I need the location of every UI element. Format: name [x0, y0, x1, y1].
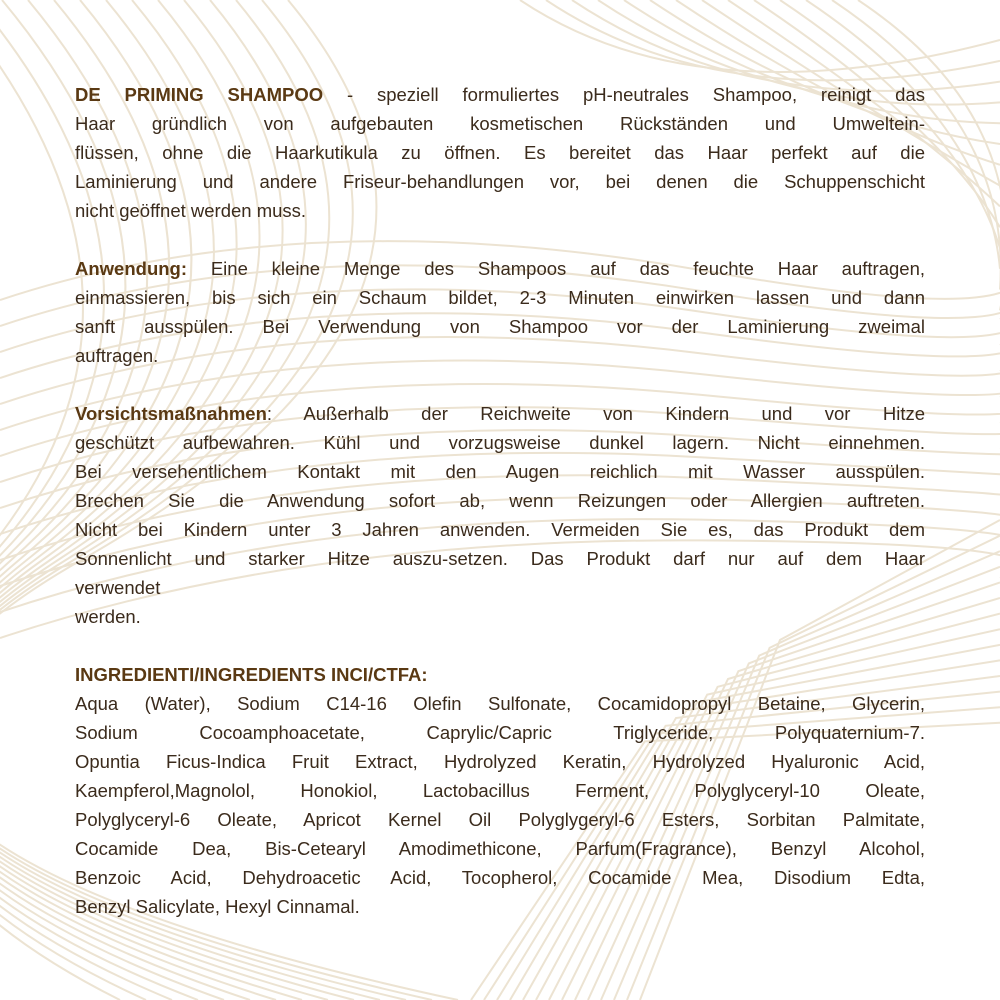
text-line — [75, 283, 925, 312]
line-text: Brechen Sie die Anwendung sofort ab, wenn Reizungen oder Allergien auftreten. — [75, 490, 925, 511]
paragraph-usage — [75, 254, 925, 370]
text-line — [75, 747, 925, 776]
section-heading: Vorsichtsmaßnahmen — [75, 403, 267, 424]
line-text: werden. — [75, 606, 141, 627]
line-text: - speziell formuliertes pH-neutrales Shampoo, reinigt das — [323, 84, 925, 105]
line-text: Aqua (Water), Sodium C14-16 Olefin Sulfonate, Cocamidopropyl Betaine, Glycerin, — [75, 693, 925, 714]
text-line — [75, 312, 925, 341]
text-line — [75, 689, 925, 718]
paragraph-precautions — [75, 399, 925, 631]
line-text: Opuntia Ficus-Indica Fruit Extract, Hydrolyzed Keratin, Hydrolyzed Hyaluronic Acid, — [75, 751, 925, 772]
line-text: Eine kleine Menge des Shampoos auf das feuchte Haar auftragen, — [187, 258, 925, 279]
section-heading: INGREDIENTI/INGREDIENTS INCI/CTFA: — [75, 664, 428, 685]
section-heading: Anwendung: — [75, 258, 188, 279]
text-line — [75, 428, 925, 457]
text-line — [75, 341, 925, 370]
text-line — [75, 805, 925, 834]
text-line — [75, 80, 925, 109]
line-text: Bei versehentlichem Kontakt mit den Augen reichlich mit Wasser ausspülen. — [75, 461, 925, 482]
line-text: sanft ausspülen. Bei Verwendung von Shampoo vor der Laminierung zweimal — [75, 316, 925, 337]
text-line — [75, 515, 925, 544]
line-text: Cocamide Dea, Bis-Cetearyl Amodimethicone, Parfum(Fragrance), Benzyl Alcohol, — [75, 838, 925, 859]
line-text: geschützt aufbewahren. Kühl und vorzugsweise dunkel lagern. Nicht einnehmen. — [75, 432, 925, 453]
text-line — [75, 196, 925, 225]
line-text: verwendet — [75, 577, 161, 598]
text-line — [75, 486, 925, 515]
text-line — [75, 892, 925, 921]
paragraph-ingredients — [75, 660, 925, 921]
text-line — [75, 573, 925, 602]
text-line — [75, 399, 925, 428]
text-line — [75, 776, 925, 805]
pattern-line — [520, 0, 1000, 72]
line-text: Sonnenlicht und starker Hitze auszu-setzen. Das Produkt darf nur auf dem Haar — [75, 548, 925, 569]
line-text: Nicht bei Kindern unter 3 Jahren anwenden. Vermeiden Sie es, das Produkt dem — [75, 519, 925, 540]
text-line — [75, 834, 925, 863]
line-text: auftragen. — [75, 345, 159, 366]
text-line — [75, 544, 925, 573]
text-line — [75, 863, 925, 892]
line-text: : Außerhalb der Reichweite von Kindern und vor Hitze — [266, 403, 925, 424]
text-line — [75, 718, 925, 747]
paragraph-description — [75, 80, 925, 225]
line-text: Benzyl Salicylate, Hexyl Cinnamal. — [75, 896, 360, 917]
text-line — [75, 660, 925, 689]
line-text: nicht geöffnet werden muss. — [75, 200, 307, 221]
section-heading: DE PRIMING SHAMPOO — [75, 84, 324, 105]
line-text: Benzoic Acid, Dehydroacetic Acid, Tocopherol, Cocamide Mea, Disodium Edta, — [75, 867, 925, 888]
line-text: Sodium Cocoamphoacetate, Caprylic/Capric Triglyceride, Polyquaternium-7. — [75, 722, 925, 743]
product-info-text — [75, 80, 925, 950]
line-text: Polyglyceryl-6 Oleate, Apricot Kernel Oil Polyglygeryl-6 Esters, Sorbitan Palmitate, — [75, 809, 925, 830]
line-text: Kaempferol,Magnolol, Honokiol, Lactobacillus Ferment, Polyglyceryl-10 Oleate, — [75, 780, 925, 801]
text-line — [75, 602, 925, 631]
line-text: flüssen, ohne die Haarkutikula zu öffnen. Es bereitet das Haar perfekt auf die — [75, 142, 925, 163]
line-text: Laminierung und andere Friseur-behandlungen vor, bei denen die Schuppenschicht — [75, 171, 925, 192]
text-line — [75, 167, 925, 196]
text-line — [75, 254, 925, 283]
text-line — [75, 109, 925, 138]
line-text: Haar gründlich von aufgebauten kosmetischen Rückständen und Umweltein- — [75, 113, 925, 134]
text-line — [75, 457, 925, 486]
text-line — [75, 138, 925, 167]
line-text: einmassieren, bis sich ein Schaum bildet, 2-3 Minuten einwirken lassen und dann — [75, 287, 925, 308]
